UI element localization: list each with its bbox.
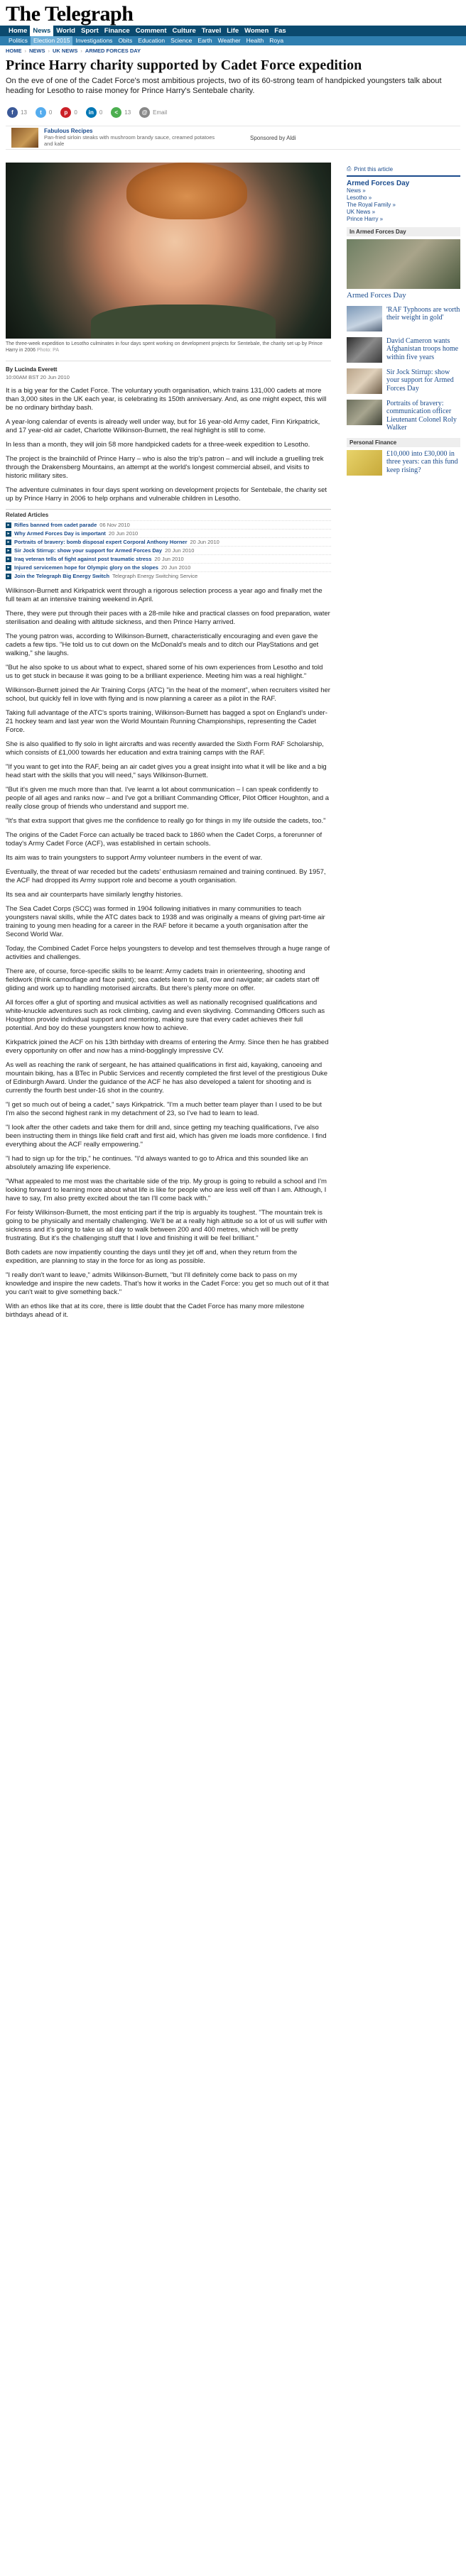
share-button-pinterest[interactable] — [60, 107, 77, 118]
topic-link-uk-news[interactable]: UK News » — [347, 209, 376, 215]
related-item-date: Telegraph Energy Switching Service — [112, 573, 198, 579]
side-story-title[interactable]: Armed Forces Day — [347, 291, 406, 300]
breadcrumb-separator: › — [48, 48, 50, 54]
nav-item-news[interactable]: News — [30, 26, 53, 36]
topic-link-news[interactable]: News » — [347, 187, 366, 194]
author-name[interactable]: By Lucinda Everett — [6, 366, 58, 373]
facebook-icon: f — [7, 107, 18, 118]
article-paragraph: The project is the brainchild of Prince Harry – who is also the trip's patron – and will include a gruelling trek through the Drakensberg Mountains, an attempt at the world's longest commercial abseil, and visits to historic military sites. — [6, 455, 324, 480]
article-paragraph: The young patron was, according to Wilkinson-Burnett, characteristically encouraging and even gave the cadets a few tips. "He told us to cut down on the McDonald's meals and to ditch our PlayStations and get walking," she laughs. — [6, 632, 319, 657]
breadcrumb-separator: › — [24, 48, 26, 54]
promo-description: Pan-fried sirloin steaks with mushroom brandy sauce, creamed potatoes and kale — [44, 134, 215, 147]
subnav-item-election-2015[interactable]: Election 2015 — [31, 36, 73, 45]
share-count: 13 — [21, 109, 27, 116]
arrow-right-icon: ▸ — [6, 565, 11, 571]
related-articles — [6, 509, 331, 580]
pinterest-icon: p — [60, 107, 71, 118]
side-story[interactable] — [347, 368, 460, 394]
article-body-bottom — [6, 587, 331, 1320]
side-story-title[interactable]: 'RAF Typhoons are worth their weight in gold' — [386, 305, 460, 322]
promo-sponsor: Sponsored by Aldi — [250, 135, 296, 141]
article-main — [6, 163, 331, 1325]
article-paragraph: Wilkinson-Burnett and Kirkpatrick went through a rigorous selection process a year ago and finally met the full team at an intensive training weekend in April. — [6, 587, 323, 603]
article-paragraph: Today, the Combined Cadet Force helps youngsters to develop and test themselves through a huge range of activities and challenges. — [6, 945, 330, 961]
primary-nav — [0, 26, 466, 36]
arrow-right-icon: ▸ — [6, 548, 11, 554]
sidebar — [347, 163, 460, 1325]
side-stories — [347, 239, 460, 432]
related-item-title[interactable]: Portraits of bravery: bomb disposal expert Corporal Anthony Horner — [14, 539, 188, 545]
share-count: 0 — [74, 109, 77, 116]
nav-item-life[interactable]: Life — [227, 27, 239, 35]
related-item-title[interactable]: Rifles banned from cadet parade — [14, 522, 97, 528]
related-item-title[interactable]: Sir Jock Stirrup: show your support for Armed Forces Day — [14, 547, 163, 554]
article-paragraph: It is a big year for the Cadet Force. The voluntary youth organisation, which trains 131,000 cadets at more than 3,000 sites in the UK each year, is celebrating its 150th anniversary. And, as one might expect, this will be no ordinary birthday bash. — [6, 387, 327, 412]
side-story[interactable] — [347, 306, 460, 331]
linkedin-icon: in — [86, 107, 97, 118]
nav-item-travel[interactable]: Travel — [201, 27, 222, 35]
related-item[interactable] — [6, 563, 331, 571]
hero-image — [6, 163, 331, 339]
related-item[interactable] — [6, 546, 331, 554]
nav-item-world[interactable]: World — [56, 27, 75, 35]
breadcrumb-item-home[interactable]: HOME — [6, 48, 22, 54]
personal-finance-story[interactable] — [347, 450, 460, 476]
share-button-share[interactable] — [111, 107, 131, 118]
side-story-thumb[interactable] — [347, 337, 382, 363]
article-paragraph: For feisty Wilkinson-Burnett, the most enticing part if the trip is arguably its toughest. "The mountain trek is going to be physically and mentally challenging. We'll be at a really high altitude so a lot of us will suffer with sickness and it's going to take us all day to walk between 200 and 400 metres, which will be pretty frustrating. But it's the challenging stuff that I love and finishing it will be feel brilliant." — [6, 1209, 327, 1242]
article-paragraph: There, they were put through their paces with a 28-mile hike and practical classes on food preparation, water sterilisation and dealing with altitude sickness, and then Prince Harry arrived. — [6, 610, 330, 626]
article-paragraph: "What appealed to me most was the charitable side of the trip. My group is going to rebuild a school and I'm looking forward to learning more about what life is like for people who are less well off than I am. Although, I have to say, I'm also pretty excited about the tan I'll come back with." — [6, 1178, 327, 1202]
side-story-title[interactable]: Sir Jock Stirrup: show your support for Armed Forces Day — [386, 368, 454, 393]
breadcrumb-item-uk-news[interactable]: UK NEWS — [53, 48, 78, 54]
share-button-linkedin[interactable] — [86, 107, 102, 118]
sponsored-promo[interactable] — [6, 126, 460, 150]
related-item[interactable] — [6, 537, 331, 546]
article-paragraph: Wilkinson-Burnett joined the Air Training Corps (ATC) "in the heat of the moment", when recruiters visited her school, but quickly fell in love with flying and is now planning a career as a pilot in the RAF. — [6, 686, 330, 703]
hero-image-shirt — [91, 305, 276, 339]
article-paragraph: All forces offer a glut of sporting and musical activities as well as nationally recognised qualifications and white-knuckle adventures such as rock climbing, caving and even skydiving. Commanding Officers such as Houghton provide individual support and mentoring, making sure that every cadet achieves their full potential. And boy do these youngsters know how to achieve. — [6, 999, 325, 1032]
arrow-right-icon: ▸ — [6, 574, 11, 579]
article-paragraph: The adventure culminates in four days spent working on development projects for Sentebale, the charity set up by Prince Harry in 2006 to help orphans and vulnerable children in Lesotho. — [6, 486, 327, 503]
section-head-personal-finance: Personal Finance — [347, 438, 460, 447]
email-icon: @ — [139, 107, 150, 118]
article-paragraph: There are, of course, force-specific skills to be learnt: Army cadets train in orienteering, shooting and fieldwork (think camouflage and face paint); sea cadets learn to sail, row and navigate; air cadets start off gliding and work up to handling motorised aircrafts. But there's plenty more on offer. — [6, 968, 320, 992]
secondary-nav — [0, 36, 466, 45]
publish-date: 10:00AM BST 20 Jun 2010 — [6, 374, 70, 380]
print-label: Print this article — [354, 165, 394, 172]
article-paragraph: A year-long calendar of events is already well under way, but for 16 year-old Army cadet, Finn Kirkpatrick, and 17 year-old air cadet, Charlotte Wilkinson-Burnett, the real highlight is still to come. — [6, 418, 320, 434]
article-paragraph: The origins of the Cadet Force can actually be traced back to 1860 when the Cadet Corps, a forerunner of today's Army Cadet Force (ACF), was established in certain schools. — [6, 831, 323, 848]
promo-thumbnail[interactable] — [11, 128, 38, 148]
related-item-title[interactable]: Join the Telegraph Big Energy Switch — [14, 573, 110, 579]
print-article[interactable] — [347, 163, 460, 175]
article-paragraph: Its aim was to train youngsters to support Army volunteer numbers in the event of war. — [6, 854, 263, 862]
nav-item-women[interactable]: Women — [244, 27, 269, 35]
caption-text: The three-week expedition to Lesotho culminates in four days spent working on development projects for Sentebale, the charity set up by Prince Harry in 2006 — [6, 341, 323, 353]
breadcrumb — [0, 45, 466, 57]
related-item-date: 20 Jun 2010 — [161, 564, 191, 571]
nav-item-culture[interactable]: Culture — [172, 27, 196, 35]
related-list — [6, 520, 331, 580]
topic-box — [347, 175, 460, 223]
share-count: Email — [153, 109, 168, 116]
arrow-right-icon: ▸ — [6, 539, 11, 545]
topic-links — [347, 187, 460, 223]
article-paragraph: As well as reaching the rank of sergeant, he has attained qualifications in first aid, kayaking, canoeing and mountain biking, has a BTec in Public Services and recently completed the first level of the prestigious Duke of Edinburgh Award. Under the guidance of the ACF he has also developed a talent for shooting and is currently the fourth best under-16 shot in the country. — [6, 1061, 328, 1095]
breadcrumb-item-armed-forces-day[interactable]: ARMED FORCES DAY — [85, 48, 141, 54]
article-paragraph: "I get so much out of being a cadet," says Kirkpatrick. "I'm a much better team player than I used to be but I'm also the second highest rank in my detachment of 23, so I've had to learn to lead. — [6, 1101, 322, 1117]
subnav-item-politics[interactable]: Politics — [9, 37, 28, 44]
breadcrumb-item-news[interactable]: NEWS — [29, 48, 45, 54]
related-item[interactable] — [6, 529, 331, 537]
arrow-right-icon: ▸ — [6, 557, 11, 562]
personal-finance-thumb[interactable] — [347, 450, 382, 476]
subnav-item-weather[interactable]: Weather — [217, 37, 241, 44]
nav-item-sport[interactable]: Sport — [80, 27, 99, 35]
article-paragraph: Both cadets are now impatiently counting the days until they jet off and, when they return from the expedition, are planning to stay in the force for as long as possible. — [6, 1249, 298, 1265]
article-paragraph: She is also qualified to fly solo in light aircrafts and was recently awarded the Sixth Form RAF Scholarship, which consists of £1,000 towards her education and extra training camps with the RAF. — [6, 740, 324, 757]
article-paragraph: "But he also spoke to us about what to expect, shared some of his own experiences from Lesotho and told us to get stuck in because it was going to be a brilliant experience. Meeting him was a real highlight." — [6, 664, 323, 680]
side-story-thumb[interactable] — [347, 368, 382, 394]
related-item-date: 20 Jun 2010 — [154, 556, 184, 562]
article-paragraph: The Sea Cadet Corps (SCC) was formed in 1904 following initiatives in many communities to teach youngsters naval skills, while the ATC dates back to 1938 and was originally a means of giving part-time air training to young men heading for a career in the RAF before it became a youth organisation after the Second World War. — [6, 905, 325, 938]
share-count: 0 — [48, 109, 53, 116]
share-count: 13 — [124, 109, 131, 116]
topic-link-the-royal-family[interactable]: The Royal Family » — [347, 202, 396, 208]
share-button-email[interactable] — [139, 107, 167, 118]
nav-item-comment[interactable]: Comment — [135, 27, 167, 35]
side-story-thumb[interactable] — [347, 239, 460, 289]
breadcrumb-separator: › — [80, 48, 82, 54]
related-item[interactable] — [6, 571, 331, 580]
subnav-item-science[interactable]: Science — [170, 37, 193, 44]
print-icon: ⎙ — [347, 165, 352, 172]
side-story-title[interactable]: Portraits of bravery: communication officer Lieutenant Colonel Roly Walker — [386, 399, 457, 432]
related-item-date: 20 Jun 2010 — [165, 547, 195, 554]
caption-credit: Photo: PA — [36, 348, 59, 353]
related-item[interactable] — [6, 520, 331, 529]
subnav-item-roya[interactable]: Roya — [269, 37, 284, 44]
masthead — [0, 0, 466, 45]
side-story-featured[interactable] — [347, 239, 460, 300]
subnav-item-earth[interactable]: Earth — [197, 37, 212, 44]
article-standfirst: On the eve of one of the Cadet Force's most ambitious projects, two of its 60-strong team of handpicked youngsters talk about heading for Lesotho to raise money for Prince Harry's Sentebale charity. — [6, 77, 442, 95]
arrow-right-icon: ▸ — [6, 522, 11, 528]
article-paragraph: In less than a month, they will join 58 more handpicked cadets for a three-week expedition to Lesotho. — [6, 441, 310, 449]
byline — [6, 361, 331, 381]
personal-finance-title[interactable]: £10,000 into £30,000 in three years: can this fund keep rising? — [386, 449, 458, 474]
article-paragraph: Taking full advantage of the ATC's sports training, Wilkinson-Burnett has bagged a spot on England's under-21 hockey team and last year won the World Mountain Running Championships, representing the Cadet Force. — [6, 709, 327, 734]
share-icon: < — [111, 107, 121, 118]
twitter-icon: t — [36, 107, 46, 118]
related-item-date: 20 Jun 2010 — [190, 539, 220, 545]
subnav-item-health[interactable]: Health — [246, 37, 264, 44]
subnav-item-obits[interactable]: Obits — [118, 37, 133, 44]
image-caption — [6, 339, 331, 361]
article-body-top — [6, 387, 331, 503]
related-item-title[interactable]: Injured servicemen hope for Olympic glory on the slopes — [14, 564, 158, 571]
nav-item-home[interactable]: Home — [9, 27, 28, 35]
side-story[interactable] — [347, 400, 460, 432]
arrow-right-icon: ▸ — [6, 531, 11, 537]
side-story-thumb[interactable] — [347, 400, 382, 425]
related-item-date: 20 Jun 2010 — [108, 530, 139, 537]
share-button-twitter[interactable] — [36, 107, 52, 118]
related-item-date: 06 Nov 2010 — [99, 522, 130, 528]
content-area — [0, 150, 466, 1325]
related-item[interactable] — [6, 554, 331, 563]
article-paragraph: "I had to sign up for the trip," he continues. "I'd always wanted to go to Africa and this sounded like an absolutely amazing life experience. — [6, 1155, 308, 1171]
article-paragraph: "If you want to get into the RAF, being an air cadet gives you a great insight into what it will be like and a big head start with the skills that you will need," says Wilkinson-Burnett. — [6, 763, 327, 779]
masthead-bar — [0, 0, 466, 26]
related-heading: Related Articles — [6, 512, 49, 518]
article-paragraph: "I really don't want to leave," admits Wilkinson-Burnett, "but I'll definitely come back to pass on my knowledge and inspire the new cadets. That's how it works in the Cadet Force: you get so much out of it that you can't wait to give something back." — [6, 1271, 329, 1296]
nav-item-fas[interactable]: Fas — [274, 27, 286, 35]
side-story-thumb[interactable] — [347, 306, 382, 331]
related-item-title[interactable]: Iraq veteran tells of fight against post traumatic stress — [14, 556, 152, 562]
article-paragraph: With an ethos like that at its core, there is little doubt that the Cadet Force has many more milestone birthdays ahead of it. — [6, 1303, 305, 1319]
related-item-title[interactable]: Why Armed Forces Day is important — [14, 530, 106, 537]
article-paragraph: Eventually, the threat of war receded but the cadets' enthusiasm remained and training continued. By 1957, the ACF had dropped its Army support role and become a youth organisation. — [6, 868, 326, 884]
promo-text — [44, 128, 222, 147]
section-head-armed-forces-day: In Armed Forces Day — [347, 227, 460, 236]
share-button-facebook[interactable] — [7, 107, 27, 118]
side-story-title[interactable]: David Cameron wants Afghanistan troops home within five years — [386, 336, 459, 361]
side-story[interactable] — [347, 337, 460, 363]
article-paragraph: Kirkpatrick joined the ACF on his 13th birthday with dreams of entering the Army. Since then he has grabbed every opportunity on offer and now has a mind-bogglingly impressive CV. — [6, 1038, 329, 1055]
article-paragraph: "I look after the other cadets and take them for drill and, since getting my teaching qualifications, I've also been instructing them in things like field craft and first aid, which has given me loads more confidence. I find everything about the ACF really empowering." — [6, 1124, 327, 1149]
topic-box-title[interactable]: Armed Forces Day — [347, 180, 410, 187]
subnav-item-education[interactable]: Education — [138, 37, 166, 44]
subnav-item-investigations[interactable]: Investigations — [75, 37, 113, 44]
topic-link-prince-harry[interactable]: Prince Harry » — [347, 216, 384, 222]
article-paragraph: Its sea and air counterparts have similarly lengthy histories. — [6, 891, 183, 899]
article-headline: Prince Harry charity supported by Cadet Force expedition — [6, 57, 362, 73]
topic-link-lesotho[interactable]: Lesotho » — [347, 194, 372, 201]
share-count: 0 — [99, 109, 103, 116]
share-bar — [0, 99, 466, 126]
promo-title[interactable]: Fabulous Recipes — [44, 128, 93, 134]
article-paragraph: "But it's given me much more than that. I've learnt a lot about communication – I can speak confidently to people of all ages and ranks now – and I've got a brilliant Commanding Officer, Pilot Officer Houghton, and a really close group of friends who understand and support me. — [6, 786, 330, 811]
nav-item-finance[interactable]: Finance — [104, 27, 130, 35]
telegraph-logo[interactable]: The Telegraph — [6, 2, 134, 26]
hero-image-hair — [126, 163, 247, 219]
article-paragraph: "It's that extra support that gives me the confidence to really go for things in my life outside the cadets, too." — [6, 817, 326, 825]
